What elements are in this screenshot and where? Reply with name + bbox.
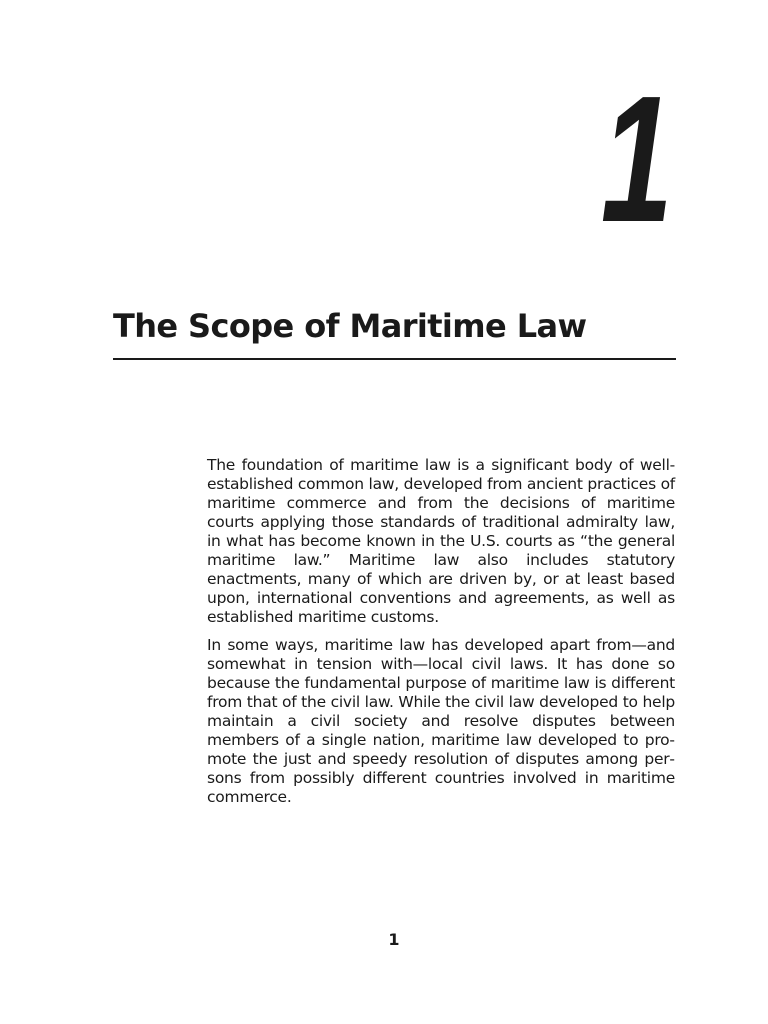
chapter-number: 1 <box>600 59 670 260</box>
page-number: 1 <box>388 930 400 949</box>
body-text <box>207 456 675 816</box>
paragraph-tension: In some ways, maritime law has developed apart from—and somewhat in tension with—local civil laws. It has done so because the fundamental purpose of maritime law is different from that of the civil law. While the civil law developed to help maintain a civil society and resolve disputes between members of a single nation, maritime law developed to promote the just and speedy resolution of disputes among persons from possibly different countries involved in maritime commerce. <box>207 636 675 806</box>
title-rule <box>113 358 676 360</box>
chapter-title: The Scope of Maritime Law <box>113 307 587 345</box>
paragraph-foundation: The foundation of maritime law is a significant body of well-established common law, developed from ancient practices of maritime commerce and from the decisions of maritime courts applying those standards of traditional admiralty law, in what has become known in the U.S. courts as “the general maritime law.” Maritime law also includes statutory enactments, many of which are driven by, or at least based upon, international conventions and agreements, as well as established maritime customs. <box>207 456 676 626</box>
